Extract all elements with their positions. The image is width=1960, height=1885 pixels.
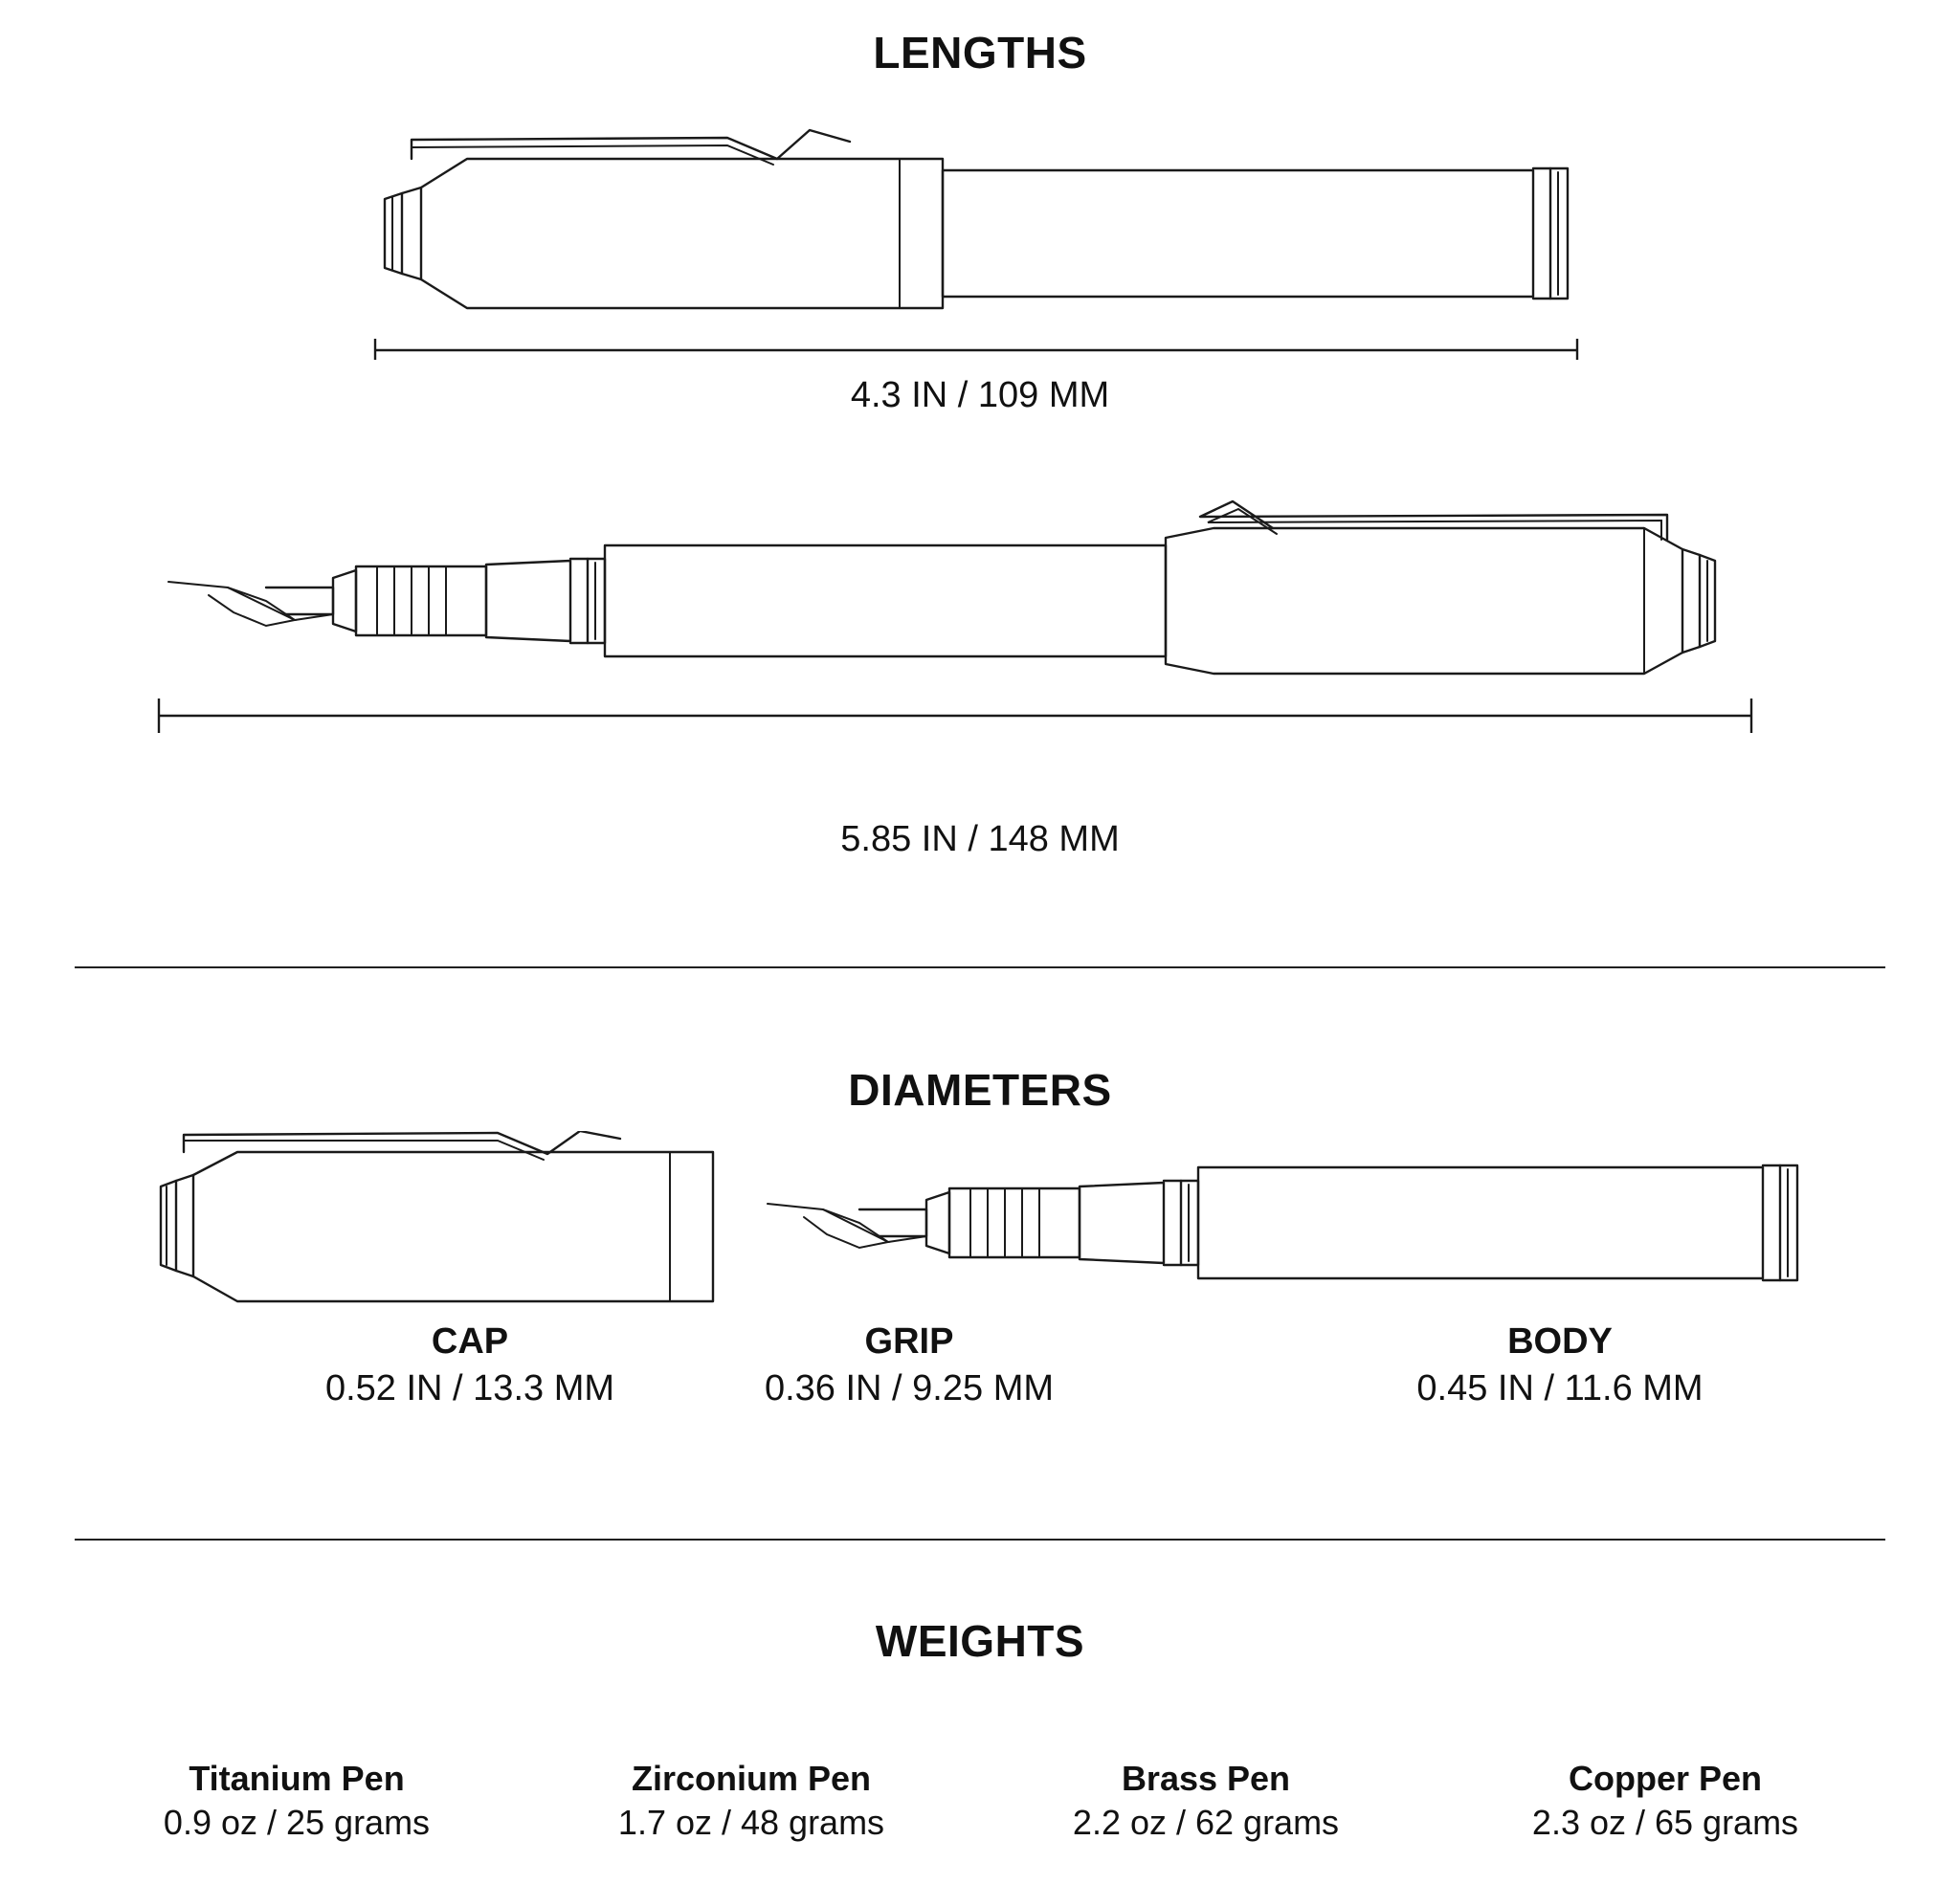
weight-item-brass (986, 1757, 1426, 1847)
diameters-section-title: DIAMETERS (848, 1065, 1112, 1115)
uncapped-pen-drawing (151, 496, 1816, 783)
grip-body-diameter-drawing (756, 1131, 1828, 1322)
body-diameter-value: 0.45 IN / 11.6 MM (1416, 1367, 1704, 1408)
body-diameter-label (1330, 1320, 1790, 1413)
cap-diameter-drawing (153, 1131, 766, 1322)
weight-item-copper (1445, 1757, 1885, 1847)
body-diameter-name: BODY (1507, 1321, 1613, 1362)
cap-diameter-value: 0.52 IN / 13.3 MM (324, 1367, 614, 1408)
grip-diameter-name: GRIP (864, 1321, 954, 1362)
uncapped-length-caption: 5.85 IN / 148 MM (840, 819, 1120, 859)
weight-item-titanium (77, 1757, 517, 1847)
weight-value: 2.2 oz / 62 grams (1072, 1803, 1340, 1842)
weight-value: 2.3 oz / 65 grams (1531, 1803, 1799, 1842)
weight-value: 0.9 oz / 25 grams (163, 1803, 431, 1842)
cap-diameter-name: CAP (431, 1321, 509, 1362)
section-divider-lengths (75, 966, 1885, 968)
grip-diameter-label (574, 1320, 1244, 1413)
grip-diameter-value: 0.36 IN / 9.25 MM (764, 1367, 1054, 1408)
weights-section-title: WEIGHTS (875, 1616, 1085, 1666)
weight-name: Brass Pen (1121, 1759, 1291, 1798)
weight-name: Copper Pen (1568, 1759, 1763, 1798)
lengths-section-title: LENGTHS (873, 28, 1087, 78)
capped-pen-drawing (364, 113, 1598, 362)
weight-item-zirconium (531, 1757, 971, 1847)
weight-value: 1.7 oz / 48 grams (617, 1803, 885, 1842)
weight-name: Titanium Pen (189, 1759, 405, 1798)
weight-name: Zirconium Pen (631, 1759, 872, 1798)
section-divider-diameters (75, 1539, 1885, 1541)
capped-length-caption: 4.3 IN / 109 MM (850, 375, 1110, 415)
